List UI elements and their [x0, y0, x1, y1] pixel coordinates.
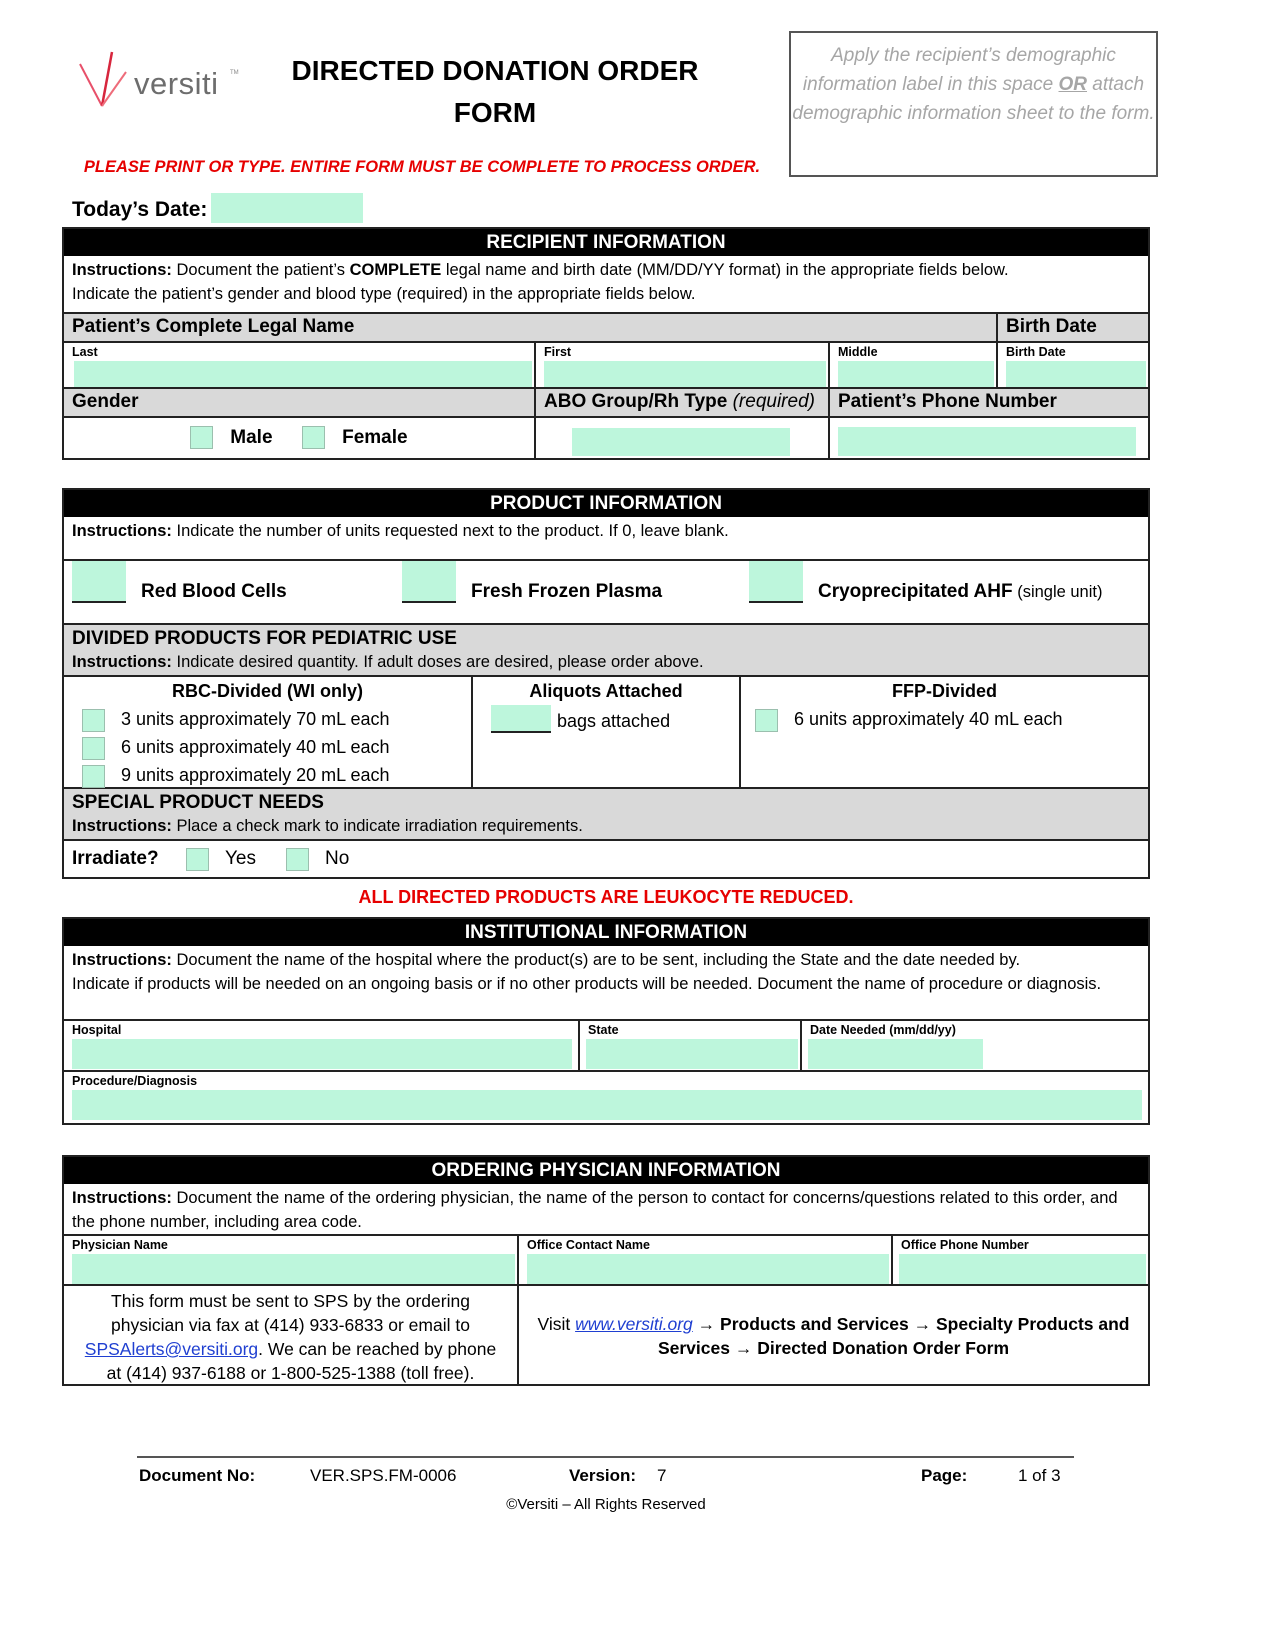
irradiate-yes-label: Yes [225, 848, 256, 869]
gender-male-checkbox[interactable] [190, 426, 213, 449]
cryo-units-input[interactable] [749, 561, 803, 603]
irradiate-no-checkbox[interactable] [286, 848, 309, 871]
website-navigation: Visit www.versiti.org → Products and Services → Specialty Products and Services → Directed Donation Order Form [537, 1314, 1130, 1358]
middle-name-label: Middle [838, 345, 878, 359]
todays-date-input[interactable] [211, 193, 363, 223]
procedure-label: Procedure/Diagnosis [72, 1074, 198, 1088]
ffp-option-checkbox[interactable] [755, 709, 778, 732]
leukocyte-notice: ALL DIRECTED PRODUCTS ARE LEUKOCYTE REDUCED. [358, 887, 854, 907]
abo-rh-input[interactable] [572, 428, 790, 456]
recipient-instructions: Instructions: Document the patient’s COMPLETE legal name and birth date (MM/DD/YY format) in the appropriate fields below. Indicate the patient’s gender and blood type (required) in the appropriate fields below. [64, 256, 1148, 314]
product-item-rbc [72, 561, 402, 603]
section-title: INSTITUTIONAL INFORMATION [64, 919, 1148, 946]
abo-header: ABO Group/Rh Type (required) [536, 389, 830, 416]
first-name-label: First [544, 345, 572, 359]
office-phone-label: Office Phone Number [901, 1238, 1029, 1252]
demographic-label-area: Apply the recipient’s demographic information label in this space OR attach demographic information sheet to the form. [789, 31, 1158, 177]
version-label: Version: [569, 1466, 637, 1485]
physician-name-input[interactable] [72, 1254, 515, 1284]
versiti-v-mark-icon [78, 50, 138, 112]
rbc-divided-title: RBC-Divided (WI only) [172, 681, 363, 701]
rbc-option-3-checkbox[interactable] [82, 709, 105, 732]
ffp-divided-title: FFP-Divided [891, 681, 997, 701]
last-name-input[interactable] [74, 361, 532, 387]
office-phone-input[interactable] [899, 1254, 1146, 1284]
hospital-input[interactable] [72, 1039, 572, 1069]
arrow-right-icon: → [734, 1338, 753, 1358]
state-input[interactable] [586, 1039, 798, 1069]
ffp-option-label: 6 units approximately 40 mL each [794, 709, 1063, 729]
rbc-option-9-checkbox[interactable] [82, 765, 105, 788]
copyright: ©Versiti – All Rights Reserved [506, 1496, 706, 1513]
state-label: State [588, 1023, 619, 1037]
physician-name-label: Physician Name [72, 1238, 168, 1252]
date-needed-input[interactable] [808, 1039, 983, 1069]
aliquots-bags-input[interactable] [491, 705, 551, 733]
divided-instructions: Instructions: Indicate desired quantity. If adult doses are desired, please order above. [72, 653, 704, 671]
doc-no-value: VER.SPS.FM-0006 [310, 1466, 457, 1485]
doc-no-label: Document No: [139, 1466, 256, 1485]
recipient-section [62, 227, 1150, 460]
section-title: PRODUCT INFORMATION [64, 490, 1148, 517]
version-value: 7 [657, 1466, 667, 1485]
legal-name-header: Patient’s Complete Legal Name [64, 314, 998, 341]
page-value: 1 of 3 [1018, 1466, 1061, 1485]
footer-divider [137, 1456, 1074, 1458]
logo-wordmark: versiti [134, 66, 219, 101]
procedure-input[interactable] [72, 1090, 1142, 1120]
date-needed-label: Date Needed (mm/dd/yy) [810, 1023, 956, 1037]
product-item-ffp [402, 561, 749, 603]
hospital-label: Hospital [72, 1023, 122, 1037]
irradiate-yes-checkbox[interactable] [186, 848, 209, 871]
middle-name-input[interactable] [838, 361, 994, 387]
print-notice: PLEASE PRINT OR TYPE. ENTIRE FORM MUST BE COMPLETE TO PROCESS ORDER. [83, 158, 761, 176]
product-section [62, 488, 1150, 879]
rbc-option-6-checkbox[interactable] [82, 737, 105, 760]
cryo-note: (single unit) [1012, 583, 1103, 601]
phone-header: Patient’s Phone Number [838, 391, 1057, 412]
section-title: ORDERING PHYSICIAN INFORMATION [64, 1157, 1148, 1184]
ffp-units-input[interactable] [402, 561, 456, 603]
physician-section [62, 1155, 1150, 1386]
last-name-label: Last [72, 345, 98, 359]
arrow-right-icon: → [697, 1314, 716, 1334]
submission-instructions: This form must be sent to SPS by the ordering physician via fax at (414) 933-6833 or email to SPSAlerts@versiti.org. We can be reached by phone at (414) 937-6188 or 1-800-525-1388 (toll free). [64, 1286, 519, 1384]
product-instructions: Instructions: Indicate the number of units requested next to the product. If 0, leave blank. [64, 517, 1148, 561]
gender-female-label: Female [342, 426, 408, 448]
divided-title: DIVIDED PRODUCTS FOR PEDIATRIC USE [72, 628, 457, 649]
cryo-label: Cryoprecipitated AHF [818, 581, 1013, 602]
section-title: RECIPIENT INFORMATION [64, 229, 1148, 256]
versiti-logo [78, 50, 248, 112]
arrow-right-icon: → [913, 1314, 932, 1334]
ffp-label: Fresh Frozen Plasma [471, 581, 663, 602]
versiti-website-link[interactable]: www.versiti.org [575, 1314, 693, 1334]
gender-female-checkbox[interactable] [302, 426, 325, 449]
irradiate-label: Irradiate? [72, 848, 159, 869]
gender-male-label: Male [230, 426, 273, 448]
page-title: DIRECTED DONATION ORDER FORM [291, 55, 699, 128]
rbc-units-input[interactable] [72, 561, 126, 603]
institutional-section [62, 917, 1150, 1125]
page-label: Page: [921, 1466, 968, 1485]
gender-header: Gender [64, 389, 536, 416]
rbc-option-label: 6 units approximately 40 mL each [121, 737, 390, 757]
logo-trademark: TM [230, 70, 239, 76]
first-name-input[interactable] [544, 361, 826, 387]
birth-date-header: Birth Date [1006, 316, 1097, 337]
aliquots-title: Aliquots Attached [529, 681, 683, 701]
rbc-option-label: 9 units approximately 20 mL each [121, 765, 390, 785]
aliquots-suffix: bags attached [557, 711, 671, 731]
special-needs-instructions: Instructions: Place a check mark to indicate irradiation requirements. [72, 817, 583, 835]
office-contact-input[interactable] [527, 1254, 889, 1284]
special-needs-title: SPECIAL PRODUCT NEEDS [72, 792, 324, 813]
office-contact-label: Office Contact Name [527, 1238, 650, 1252]
sps-email-link[interactable]: SPSAlerts@versiti.org [84, 1339, 259, 1359]
rbc-label: Red Blood Cells [141, 581, 287, 602]
birth-date-label: Birth Date [1006, 345, 1066, 359]
product-item-cryo [749, 561, 1148, 603]
physician-instructions: Instructions: Document the name of the ordering physician, the name of the person to contact for concerns/questions related to this order, and the phone number, including area code. [64, 1184, 1148, 1236]
institutional-instructions: Instructions: Document the name of the hospital where the product(s) are to be sent, including the State and the date needed by. Indicate if products will be needed on an ongoing basis or if no other products will be needed. Document the name of procedure or diagnosis. [64, 946, 1148, 1021]
birth-date-input[interactable] [1006, 361, 1146, 387]
todays-date-label: Today’s Date: [72, 198, 208, 221]
rbc-option-label: 3 units approximately 70 mL each [121, 709, 390, 729]
patient-phone-input[interactable] [838, 427, 1136, 456]
irradiate-no-label: No [325, 848, 350, 869]
